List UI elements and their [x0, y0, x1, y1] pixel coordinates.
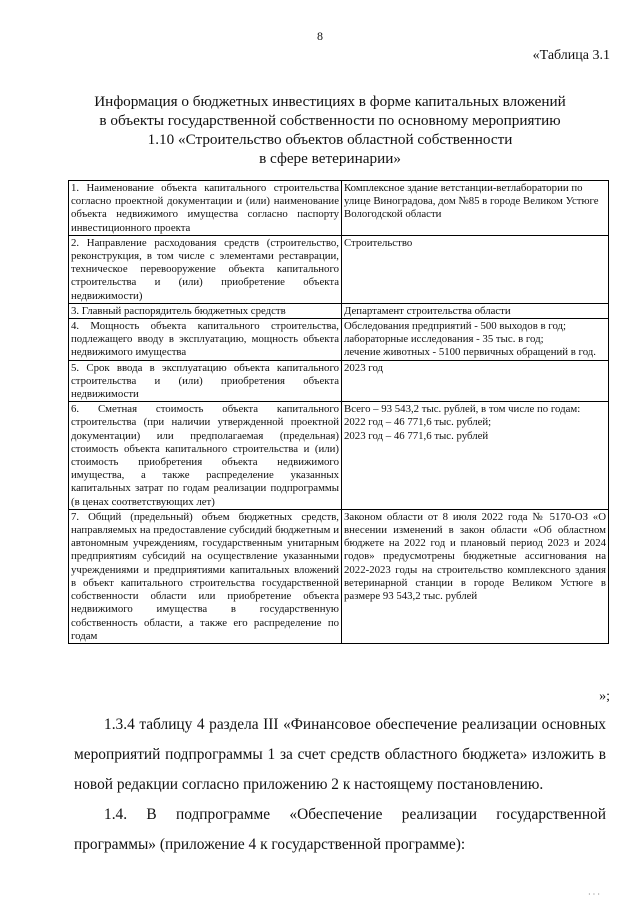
value-line: 2022 год – 46 771,6 тыс. рублей; — [344, 416, 492, 429]
value-line: лечение животных - 5100 первичных обращений в год. — [344, 346, 596, 359]
heading-line: 1.10 «Строительство объектов областной собственности — [147, 131, 513, 148]
row-value — [342, 402, 609, 510]
row-label: 5. Срок ввода в эксплуатацию объекта капитального строительства и (или) приобретения объекта недвижимости — [69, 360, 342, 402]
table-row — [69, 235, 609, 303]
value-line: 2023 год – 46 771,6 тыс. рублей — [344, 429, 489, 442]
row-label: 3. Главный распорядитель бюджетных средств — [69, 303, 342, 318]
heading-line: в сфере ветеринарии» — [259, 150, 401, 167]
paragraph-1-4 — [74, 800, 606, 860]
row-label: 1. Наименование объекта капитального строительства согласно проектной документации и (или) наименование объекта недвижимого имущества согласно паспорту инвестиционного проекта — [69, 181, 342, 236]
row-value — [342, 319, 609, 361]
table-row — [69, 181, 609, 236]
value-line: Обследования предприятий - 500 выходов в год; — [344, 320, 567, 333]
row-value: 2023 год — [342, 360, 609, 402]
heading-line: в объекты государственной собственности по основному мероприятию — [99, 112, 561, 129]
value-line: лабораторные исследования - 35 тыс. в год; — [344, 333, 544, 346]
paragraph-text: 1.3.4 таблицу 4 раздела III «Финансовое обеспечение реализации основных мероприятий подпрограммы 1 за счет средств областного бюджета» изложить в новой редакции согласно приложению 2 к настоящему постановлению. — [74, 716, 606, 793]
paragraph-text: 1.4. В подпрограмме «Обеспечение реализации государственной программы» (приложение 4 к государственной программе): — [74, 806, 606, 853]
heading-line: Информация о бюджетных инвестициях в форме капитальных вложений — [94, 93, 566, 110]
closing-quote-mark: »; — [599, 689, 610, 704]
row-value: Строительство — [342, 235, 609, 303]
table-row — [69, 319, 609, 361]
paragraph-1-3-4 — [74, 710, 606, 800]
table-row — [69, 303, 609, 318]
table-row — [69, 509, 609, 643]
investment-info-table — [68, 180, 609, 644]
row-label: 7. Общий (предельный) объем бюджетных средств, направляемых на предоставление субсидий бюджетным и автономным учреждениям, государственным унитарным предприятиям субсидий на осуществление указанными учреждениями и предприятиями капитальных вложений в объект капитального строительства государственной собственности области или приобретение объекта недвижимого имущества в государственную собственность области, а также его распределение по годам — [69, 509, 342, 643]
row-value: Департамент строительства области — [342, 303, 609, 318]
value-line: Всего – 93 543,2 тыс. рублей, в том числе по годам: — [344, 403, 581, 416]
table-row — [69, 360, 609, 402]
row-label: 4. Мощность объекта капитального строительства, подлежащего вводу в эксплуатацию, мощность объекта недвижимого имущества — [69, 319, 342, 361]
row-label: 6. Сметная стоимость объекта капитального строительства (при наличии утвержденной проектной документации) или предполагаемая (предельная) стоимость объекта капитального строительства и (или) стоимость приобретения объекта недвижимого имущества, а также распределение указанных капитальных затрат по годам реализации подпрограммы (в ценах соответствующих лет) — [69, 402, 342, 510]
page-number: 8 — [317, 29, 323, 43]
table-row — [69, 402, 609, 510]
corner-mark: · · · — [588, 890, 600, 899]
row-label: 2. Направление расходования средств (строительство, реконструкция, в том числе с элементами реставрации, техническое перевооружение объекта капитального строительства и (или) приобретение объекта недвижимости) — [69, 235, 342, 303]
row-value: Комплексное здание ветстанции-ветлаборатории по улице Виноградова, дом №85 в городе Великом Устюге Вологодской области — [342, 181, 609, 236]
table-heading — [60, 92, 600, 168]
table-reference: «Таблица 3.1 — [532, 48, 610, 63]
row-value: Законом области от 8 июля 2022 года № 5170-ОЗ «О внесении изменений в закон области «Об областном бюджете на 2022 год и плановый период 2023 и 2024 годов» предусмотрены бюджетные ассигнования на 2022-2023 годы на строительство комплексного здания ветеринарной станции в городе Великом Устюге в размере 93 543,2 тыс. рублей — [342, 509, 609, 643]
